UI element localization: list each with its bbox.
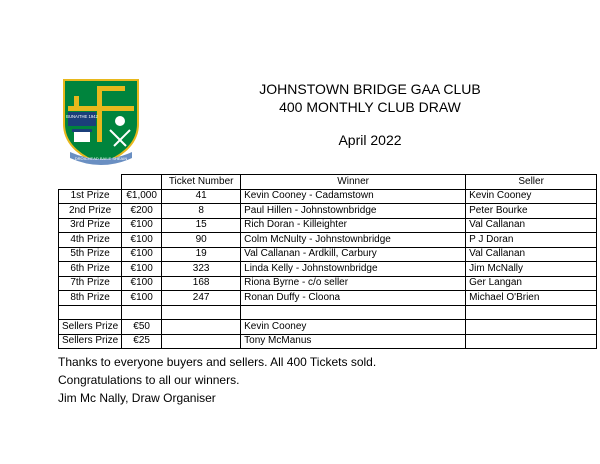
prize-cell: 8th Prize <box>59 291 122 306</box>
seller-cell: Ger Langan <box>466 276 597 291</box>
seller-cell: P J Doran <box>466 233 597 248</box>
draw-title: 400 MONTHLY CLUB DRAW <box>279 99 461 115</box>
empty-cell <box>466 305 597 320</box>
header-ticket-number: Ticket Number <box>162 175 241 190</box>
seller-cell <box>466 320 597 335</box>
amount-cell: €100 <box>122 218 162 233</box>
ticket-cell <box>162 320 241 335</box>
ticket-cell: 323 <box>162 262 241 277</box>
winner-cell: Colm McNulty - Johnstownbridge <box>241 233 466 248</box>
prize-cell: 2nd Prize <box>59 204 122 219</box>
club-crest-logo <box>60 76 142 166</box>
header-seller: Seller <box>466 175 597 190</box>
amount-cell: €200 <box>122 204 162 219</box>
prize-cell: 3rd Prize <box>59 218 122 233</box>
crest-cross-left <box>74 96 79 111</box>
header-winner: Winner <box>241 175 466 190</box>
empty-cell <box>241 305 466 320</box>
winner-cell: Kevin Cooney - Cadamstown <box>241 189 466 204</box>
header-amount <box>122 175 162 190</box>
amount-cell: €100 <box>122 291 162 306</box>
winner-cell: Riona Byrne - c/o seller <box>241 276 466 291</box>
seller-cell <box>466 334 597 349</box>
table-row <box>59 233 597 248</box>
winner-cell: Tony McManus <box>241 334 466 349</box>
document-header <box>220 80 520 149</box>
prize-cell: 6th Prize <box>59 262 122 277</box>
ticket-cell: 19 <box>162 247 241 262</box>
crest-building-roof <box>72 129 92 132</box>
header-prize <box>59 175 122 190</box>
winner-cell: Rich Doran - Killeighter <box>241 218 466 233</box>
table-row <box>59 247 597 262</box>
seller-cell: Val Callanan <box>466 218 597 233</box>
ticket-cell <box>162 334 241 349</box>
table-row <box>59 218 597 233</box>
prize-cell: 4th Prize <box>59 233 122 248</box>
seller-cell: Michael O'Brien <box>466 291 597 306</box>
sellers-prize-row <box>59 320 597 335</box>
empty-cell <box>162 305 241 320</box>
club-name: JOHNSTOWN BRIDGE GAA CLUB <box>259 81 481 97</box>
spacer-row <box>59 305 597 320</box>
winner-cell: Val Callanan - Ardkill, Carbury <box>241 247 466 262</box>
table-row <box>59 291 597 306</box>
ticket-cell: 41 <box>162 189 241 204</box>
ticket-cell: 15 <box>162 218 241 233</box>
winner-cell: Paul Hillen - Johnstownbridge <box>241 204 466 219</box>
amount-cell: €100 <box>122 276 162 291</box>
winner-cell: Ronan Duffy - Cloona <box>241 291 466 306</box>
table-row <box>59 204 597 219</box>
ticket-cell: 168 <box>162 276 241 291</box>
prize-cell: 7th Prize <box>59 276 122 291</box>
amount-cell: €50 <box>122 320 162 335</box>
amount-cell: €100 <box>122 262 162 277</box>
table-row <box>59 189 597 204</box>
draw-date: April 2022 <box>338 132 402 148</box>
ticket-cell: 90 <box>162 233 241 248</box>
winner-cell: Linda Kelly - Johnstownbridge <box>241 262 466 277</box>
seller-cell: Kevin Cooney <box>466 189 597 204</box>
amount-cell: €100 <box>122 247 162 262</box>
thanks-note: Thanks to everyone buyers and sellers. All 400 Tickets sold. <box>58 355 377 369</box>
table-row <box>59 276 597 291</box>
winner-cell: Kevin Cooney <box>241 320 466 335</box>
results-table <box>58 174 597 349</box>
table-header-row <box>59 175 597 190</box>
seller-cell: Val Callanan <box>466 247 597 262</box>
crest-cross-top <box>97 86 125 91</box>
closing-notes <box>58 353 376 407</box>
prize-cell: Sellers Prize <box>59 334 122 349</box>
amount-cell: €25 <box>122 334 162 349</box>
prize-cell: 1st Prize <box>59 189 122 204</box>
crest-year-text: BUNAITHE 1942 <box>66 114 98 119</box>
congrats-note: Congratulations to all our winners. <box>58 373 240 387</box>
table-row <box>59 262 597 277</box>
empty-cell <box>59 305 122 320</box>
empty-cell <box>122 305 162 320</box>
crest-ball <box>115 116 125 126</box>
amount-cell: €1,000 <box>122 189 162 204</box>
crest-ribbon-text: DROICHEAD BAILE SHEAIN <box>74 156 128 161</box>
crest-building <box>74 132 90 142</box>
ticket-cell: 8 <box>162 204 241 219</box>
amount-cell: €100 <box>122 233 162 248</box>
seller-cell: Jim McNally <box>466 262 597 277</box>
ticket-cell: 247 <box>162 291 241 306</box>
sellers-prize-row <box>59 334 597 349</box>
seller-cell: Peter Bourke <box>466 204 597 219</box>
organiser-signature: Jim Mc Nally, Draw Organiser <box>58 391 216 405</box>
prize-cell: Sellers Prize <box>59 320 122 335</box>
prize-cell: 5th Prize <box>59 247 122 262</box>
